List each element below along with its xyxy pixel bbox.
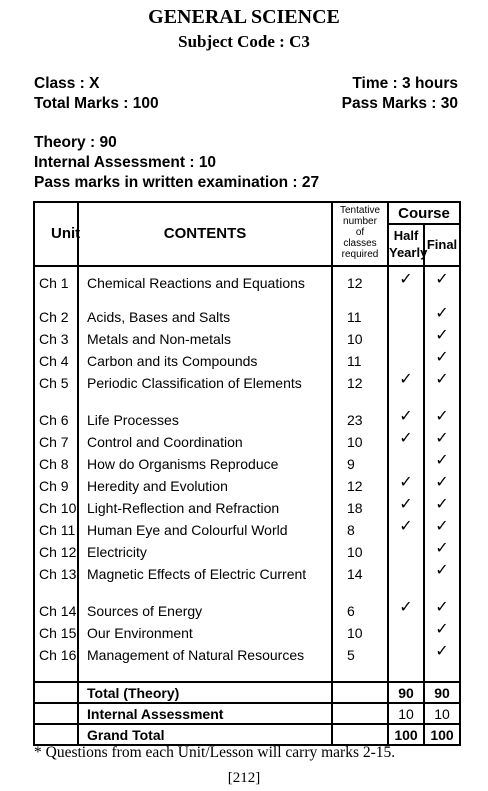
classes-cell: 23 (332, 406, 388, 428)
pass-marks-label: Pass Marks : 30 (341, 95, 458, 112)
pass-written-label: Pass marks in written examination : 27 (34, 174, 320, 191)
classes-cell: 9 (332, 450, 388, 472)
content-cell: Chemical Reactions and Equations (78, 266, 332, 303)
classes-cell: 10 (332, 619, 388, 641)
page-number: [212] (227, 770, 261, 786)
final-tick-icon: ✓ (424, 641, 460, 678)
half-tick-icon (388, 325, 424, 347)
classes-cell: 12 (332, 266, 388, 303)
table-row (34, 266, 460, 303)
classes-cell: 12 (332, 472, 388, 494)
table-row (34, 303, 460, 325)
half-tick-icon: ✓ (388, 516, 424, 538)
total-unit-cell (34, 703, 78, 724)
classes-cell: 11 (332, 303, 388, 325)
table-row (34, 472, 460, 494)
total-classes-cell (332, 703, 388, 724)
unit-cell: Ch 15 (34, 619, 78, 641)
half-tick-icon (388, 538, 424, 560)
half-tick-icon: ✓ (388, 266, 424, 303)
content-cell: Control and Coordination (78, 428, 332, 450)
unit-cell: Ch 2 (34, 303, 78, 325)
content-cell: Acids, Bases and Salts (78, 303, 332, 325)
unit-cell: Ch 3 (34, 325, 78, 347)
table-row (34, 597, 460, 619)
content-cell: Heredity and Evolution (78, 472, 332, 494)
final-tick-icon: ✓ (424, 560, 460, 597)
total-classes-cell (332, 724, 388, 745)
unit-cell: Ch 14 (34, 597, 78, 619)
half-tick-icon (388, 450, 424, 472)
contents-header: CONTENTS (78, 202, 332, 266)
table-row (34, 516, 460, 538)
classes-cell: 12 (332, 369, 388, 406)
content-cell: Periodic Classification of Elements (78, 369, 332, 406)
half-tick-icon: ✓ (388, 406, 424, 428)
total-label: Internal Assessment (78, 703, 332, 724)
total-half-yearly-value: 100 (388, 724, 424, 745)
total-half-yearly-value: 90 (388, 682, 424, 703)
unit-cell: Ch 12 (34, 538, 78, 560)
unit-cell: Ch 7 (34, 428, 78, 450)
final-tick-icon: ✓ (424, 472, 460, 494)
unit-cell: Ch 6 (34, 406, 78, 428)
unit-cell: Ch 11 (34, 516, 78, 538)
tentative-header: Tentative number of classes required (332, 202, 388, 266)
final-tick-icon: ✓ (424, 266, 460, 303)
final-tick-icon: ✓ (424, 325, 460, 347)
final-tick-icon: ✓ (424, 538, 460, 560)
half-tick-icon: ✓ (388, 494, 424, 516)
half-tick-icon: ✓ (388, 369, 424, 406)
unit-cell: Ch 13 (34, 560, 78, 597)
content-cell: Management of Natural Resources (78, 641, 332, 678)
table-row (34, 619, 460, 641)
total-final-value: 100 (424, 724, 460, 745)
course-header: Course (388, 202, 460, 224)
final-tick-icon: ✓ (424, 597, 460, 619)
total-classes-cell (332, 682, 388, 703)
unit-cell: Ch 4 (34, 347, 78, 369)
classes-cell: 18 (332, 494, 388, 516)
content-cell: Light-Reflection and Refraction (78, 494, 332, 516)
half-tick-icon: ✓ (388, 428, 424, 450)
syllabus-rows (34, 266, 460, 682)
content-cell: How do Organisms Reproduce (78, 450, 332, 472)
half-tick-icon (388, 619, 424, 641)
table-row (34, 560, 460, 597)
total-row (34, 724, 460, 745)
subject-code: Subject Code : C3 (178, 32, 310, 51)
content-cell: Electricity (78, 538, 332, 560)
content-cell: Carbon and its Compounds (78, 347, 332, 369)
final-tick-icon: ✓ (424, 619, 460, 641)
half-tick-icon (388, 347, 424, 369)
total-marks-label: Total Marks : 100 (34, 95, 159, 112)
final-tick-icon: ✓ (424, 516, 460, 538)
unit-cell: Ch 8 (34, 450, 78, 472)
time-label: Time : 3 hours (352, 75, 458, 92)
half-yearly-header: Half Yearly (388, 224, 424, 266)
classes-cell: 8 (332, 516, 388, 538)
content-cell: Metals and Non-metals (78, 325, 332, 347)
final-tick-icon: ✓ (424, 450, 460, 472)
page-title: GENERAL SCIENCE (148, 6, 340, 28)
content-cell: Our Environment (78, 619, 332, 641)
classes-cell: 10 (332, 538, 388, 560)
unit-cell: Ch 5 (34, 369, 78, 406)
total-row (34, 703, 460, 724)
footnote: * Questions from each Unit/Lesson will carry marks 2-15. (34, 744, 396, 761)
classes-cell: 10 (332, 428, 388, 450)
final-tick-icon: ✓ (424, 406, 460, 428)
total-label: Total (Theory) (78, 682, 332, 703)
half-tick-icon (388, 560, 424, 597)
half-tick-icon: ✓ (388, 472, 424, 494)
table-row (34, 347, 460, 369)
unit-cell: Ch 9 (34, 472, 78, 494)
internal-assessment-label: Internal Assessment : 10 (34, 154, 217, 171)
content-cell: Sources of Energy (78, 597, 332, 619)
unit-cell: Ch 10 (34, 494, 78, 516)
table-row (34, 428, 460, 450)
total-final-value: 10 (424, 703, 460, 724)
content-cell: Human Eye and Colourful World (78, 516, 332, 538)
table-row (34, 641, 460, 678)
content-cell: Life Processes (78, 406, 332, 428)
total-half-yearly-value: 10 (388, 703, 424, 724)
total-row (34, 682, 460, 703)
half-tick-icon (388, 641, 424, 678)
table-row (34, 450, 460, 472)
classes-cell: 6 (332, 597, 388, 619)
final-tick-icon: ✓ (424, 494, 460, 516)
total-unit-cell (34, 682, 78, 703)
classes-cell: 5 (332, 641, 388, 678)
classes-cell: 14 (332, 560, 388, 597)
content-cell: Magnetic Effects of Electric Current (78, 560, 332, 597)
syllabus-table (33, 201, 461, 746)
final-header: Final (424, 224, 460, 266)
final-tick-icon: ✓ (424, 428, 460, 450)
unit-cell: Ch 16 (34, 641, 78, 678)
table-row (34, 369, 460, 406)
final-tick-icon: ✓ (424, 347, 460, 369)
final-tick-icon: ✓ (424, 303, 460, 325)
class-label: Class : X (34, 75, 100, 92)
total-unit-cell (34, 724, 78, 745)
classes-cell: 11 (332, 347, 388, 369)
unit-header: Unit (34, 202, 78, 266)
classes-cell: 10 (332, 325, 388, 347)
total-label: Grand Total (78, 724, 332, 745)
table-row (34, 325, 460, 347)
table-row (34, 494, 460, 516)
total-final-value: 90 (424, 682, 460, 703)
theory-label: Theory : 90 (34, 134, 117, 151)
syllabus-totals (34, 682, 460, 745)
final-tick-icon: ✓ (424, 369, 460, 406)
unit-cell: Ch 1 (34, 266, 78, 303)
half-tick-icon: ✓ (388, 597, 424, 619)
half-tick-icon (388, 303, 424, 325)
table-row (34, 538, 460, 560)
table-row (34, 406, 460, 428)
